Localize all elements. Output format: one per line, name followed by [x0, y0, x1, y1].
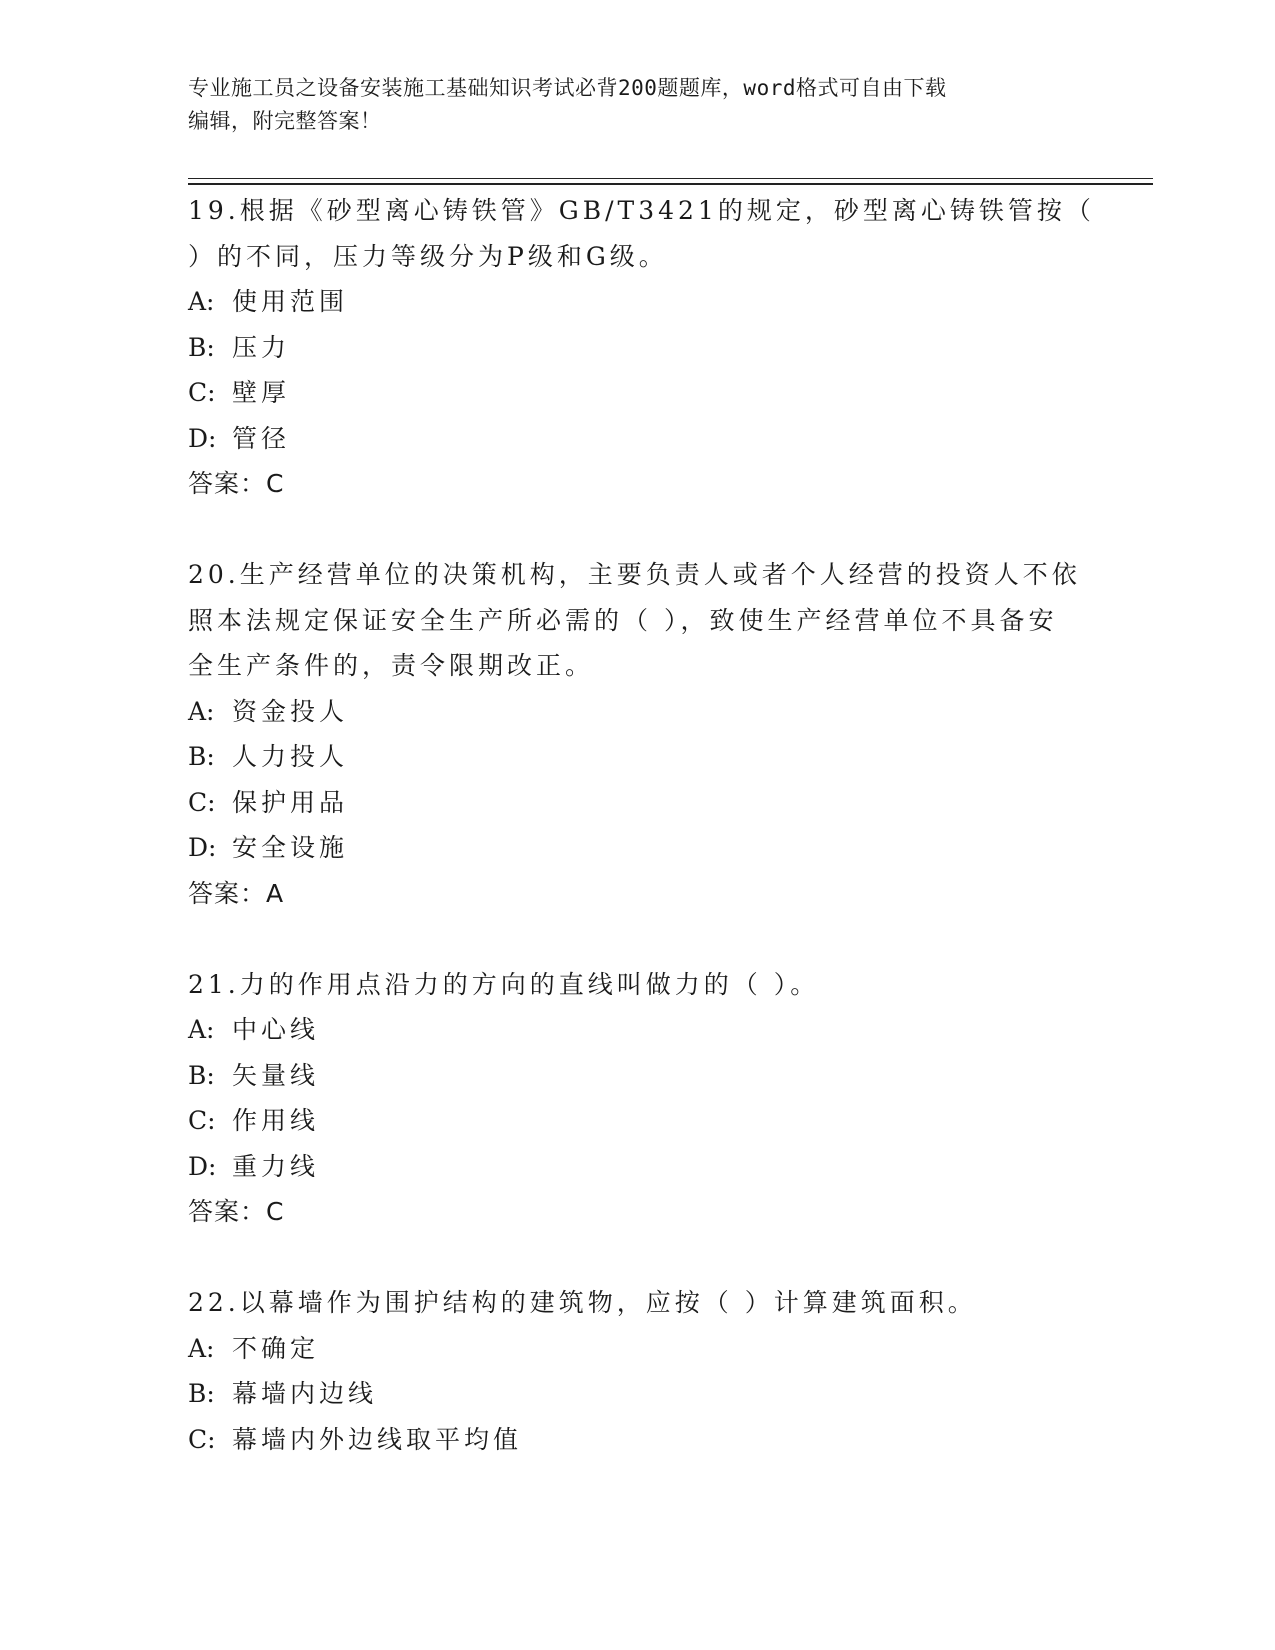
option-letter: B: — [188, 1379, 215, 1408]
option-letter: A: — [188, 1015, 215, 1044]
question-text: ）的不同，压力等级分为P级和G级。 — [188, 241, 668, 271]
option-text: 矢量线 — [232, 1060, 320, 1090]
option-letter: D: — [188, 1151, 217, 1181]
option-text: 人力投人 — [232, 742, 349, 771]
option-letter: D: — [188, 423, 217, 453]
option-text: 资金投人 — [232, 696, 349, 726]
option-c — [188, 1098, 1088, 1144]
option-text: 幕墙内外边线取平均值 — [232, 1424, 523, 1454]
question-20 — [188, 552, 1088, 916]
option-c — [188, 780, 1088, 826]
header-divider-thick — [188, 183, 1153, 185]
option-letter: A: — [188, 287, 215, 316]
question-text: 全生产条件的，责令限期改正。 — [188, 651, 595, 680]
question-text: 照本法规定保证安全生产所必需的（ ），致使生产经营单位不具备安 — [188, 605, 1058, 635]
header-line-2: 编辑，附完整答案！ — [188, 109, 382, 133]
question-list — [188, 188, 1095, 1462]
option-a — [188, 1007, 1088, 1053]
spacer — [188, 507, 1088, 553]
option-letter: B: — [188, 742, 215, 771]
option-letter: C: — [188, 378, 216, 407]
answer-line: 答案：A — [188, 878, 285, 908]
option-letter: D: — [188, 833, 217, 862]
document-header — [188, 72, 1068, 138]
option-text: 幕墙内边线 — [232, 1379, 378, 1408]
option-d — [188, 825, 1088, 871]
option-letter: B: — [188, 332, 215, 362]
option-text: 压力 — [232, 332, 291, 362]
option-text: 使用范围 — [232, 287, 349, 316]
question-text: 21.力的作用点沿力的方向的直线叫做力的（ ）。 — [188, 969, 820, 999]
option-letter: C: — [188, 1424, 216, 1454]
question-text: 19.根据《砂型离心铸铁管》GB/T3421的规定，砂型离心铸铁管按（ — [188, 196, 1095, 225]
header-line-1: 专业施工员之设备安装施工基础知识考试必背200题题库，word格式可自由下载 — [188, 76, 947, 100]
spacer — [188, 916, 1088, 962]
question-22 — [188, 1280, 1088, 1462]
option-b — [188, 1053, 1088, 1099]
option-text: 安全设施 — [232, 833, 349, 862]
header-divider-thin — [188, 178, 1153, 179]
option-b — [188, 325, 1088, 371]
spacer — [188, 1235, 1088, 1281]
question-19 — [188, 188, 1095, 507]
option-b — [188, 1371, 1088, 1417]
option-d — [188, 1144, 1088, 1190]
option-d — [188, 416, 1088, 462]
option-text: 中心线 — [232, 1015, 320, 1044]
option-text: 作用线 — [232, 1106, 320, 1135]
question-text: 20.生产经营单位的决策机构，主要负责人或者个人经营的投资人不依 — [188, 560, 1081, 589]
option-a — [188, 1326, 1088, 1372]
option-c — [188, 370, 1088, 416]
option-text: 管径 — [232, 423, 291, 453]
option-text: 重力线 — [232, 1151, 320, 1181]
option-letter: C: — [188, 787, 216, 817]
option-a — [188, 279, 1088, 325]
option-letter: A: — [188, 1333, 215, 1363]
question-21 — [188, 962, 1088, 1235]
option-letter: C: — [188, 1106, 216, 1135]
option-text: 不确定 — [232, 1333, 320, 1363]
option-letter: A: — [188, 696, 215, 726]
answer-line: 答案：C — [188, 469, 285, 498]
option-letter: B: — [188, 1060, 215, 1090]
option-b — [188, 734, 1088, 780]
option-text: 保护用品 — [232, 787, 349, 817]
option-text: 壁厚 — [232, 378, 291, 407]
option-c — [188, 1417, 1088, 1463]
question-text: 22.以幕墙作为围护结构的建筑物，应按（ ）计算建筑面积。 — [188, 1288, 977, 1317]
option-a — [188, 689, 1088, 735]
answer-line: 答案：C — [188, 1197, 285, 1226]
